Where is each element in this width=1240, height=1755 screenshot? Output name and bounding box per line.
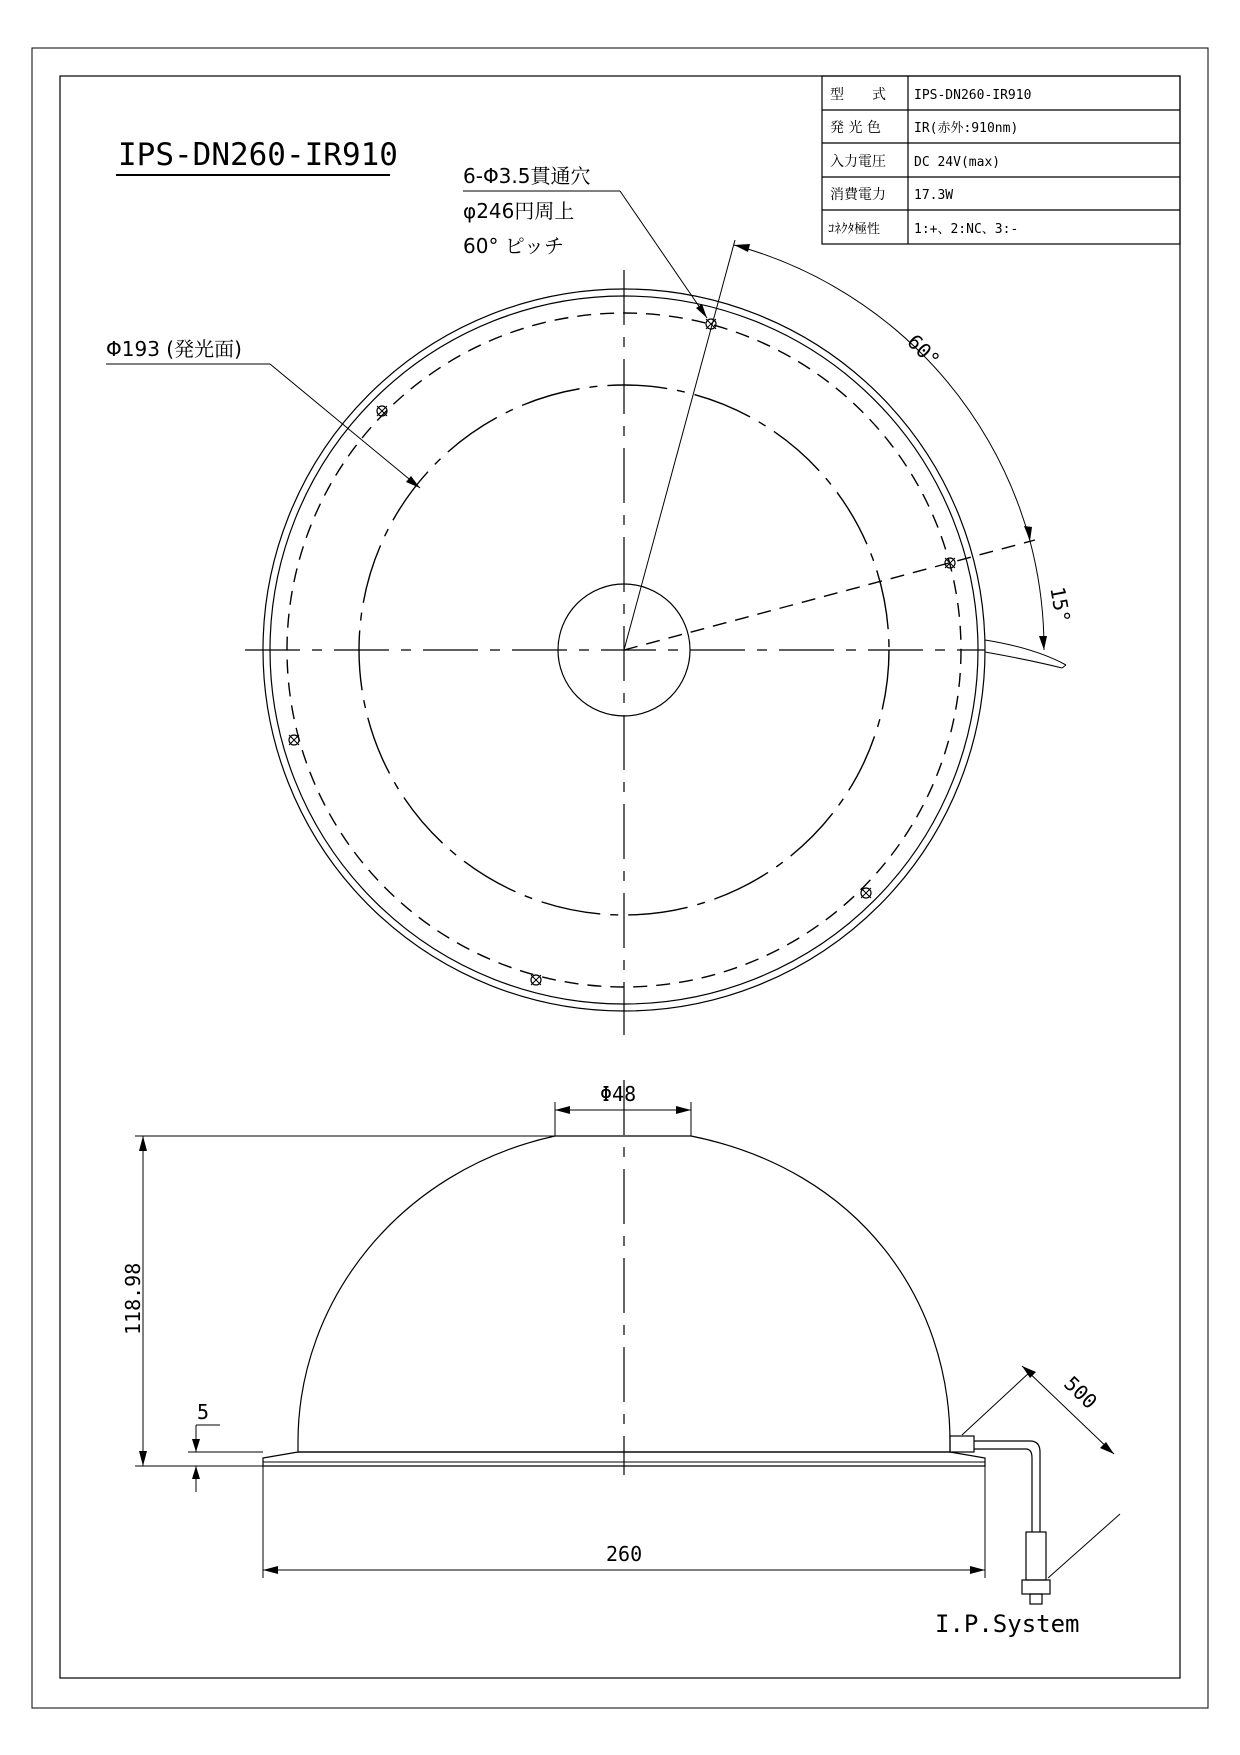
cable-connector	[950, 1436, 1050, 1604]
emit-face-leader-line	[270, 364, 420, 488]
cable-top-view	[985, 652, 1062, 668]
spec-table	[822, 76, 1180, 244]
brand-label: I.P.System	[935, 1610, 1080, 1638]
hole-callout-line2: φ246円周上	[463, 199, 575, 223]
angle-60-label: 60°	[902, 329, 945, 372]
spec-value-voltage: DC 24V(max)	[914, 155, 1001, 170]
base-thickness-label: 5	[197, 1400, 210, 1424]
hole-callout-line3: 60° ピッチ	[463, 234, 565, 258]
spec-value-color: IR(赤外:910nm)	[914, 121, 1019, 136]
spec-value-power: 17.3W	[914, 188, 954, 203]
spec-value-connector: 1:+、2:NC、3:-	[914, 222, 1019, 237]
angle-60-arc	[734, 245, 1030, 541]
mounting-hole	[289, 735, 299, 745]
inner-frame	[60, 76, 1180, 1678]
hole-callout-line1: 6-Φ3.5貫通穴	[463, 164, 591, 188]
spec-label-connector: ｺﾈｸﾀ極性	[828, 222, 881, 237]
spec-value-model: IPS-DN260-IR910	[914, 88, 1032, 103]
mounting-hole	[531, 975, 541, 985]
angle-line-75deg	[624, 240, 735, 650]
spec-label-model: 型 式	[830, 87, 886, 103]
emit-face-label: Φ193 (発光面)	[106, 337, 242, 361]
angle-15-arc	[1030, 541, 1044, 650]
drawing-title: IPS-DN260-IR910	[118, 137, 398, 173]
hole-leader-line	[620, 191, 707, 318]
cable-length-label: 500	[1059, 1371, 1102, 1414]
spec-label-voltage: 入力電圧	[830, 154, 886, 170]
spec-label-power: 消費電力	[830, 187, 886, 203]
side-view	[121, 1080, 1120, 1604]
spec-label-color: 発 光 色	[830, 120, 881, 136]
top-diameter-label: Φ48	[600, 1082, 637, 1106]
angle-15-label: 15°	[1045, 584, 1076, 625]
mounting-holes	[289, 319, 955, 985]
width-label: 260	[606, 1542, 643, 1566]
mounting-hole	[861, 888, 871, 898]
height-label: 118.98	[121, 1262, 145, 1335]
top-view	[106, 164, 1075, 1035]
